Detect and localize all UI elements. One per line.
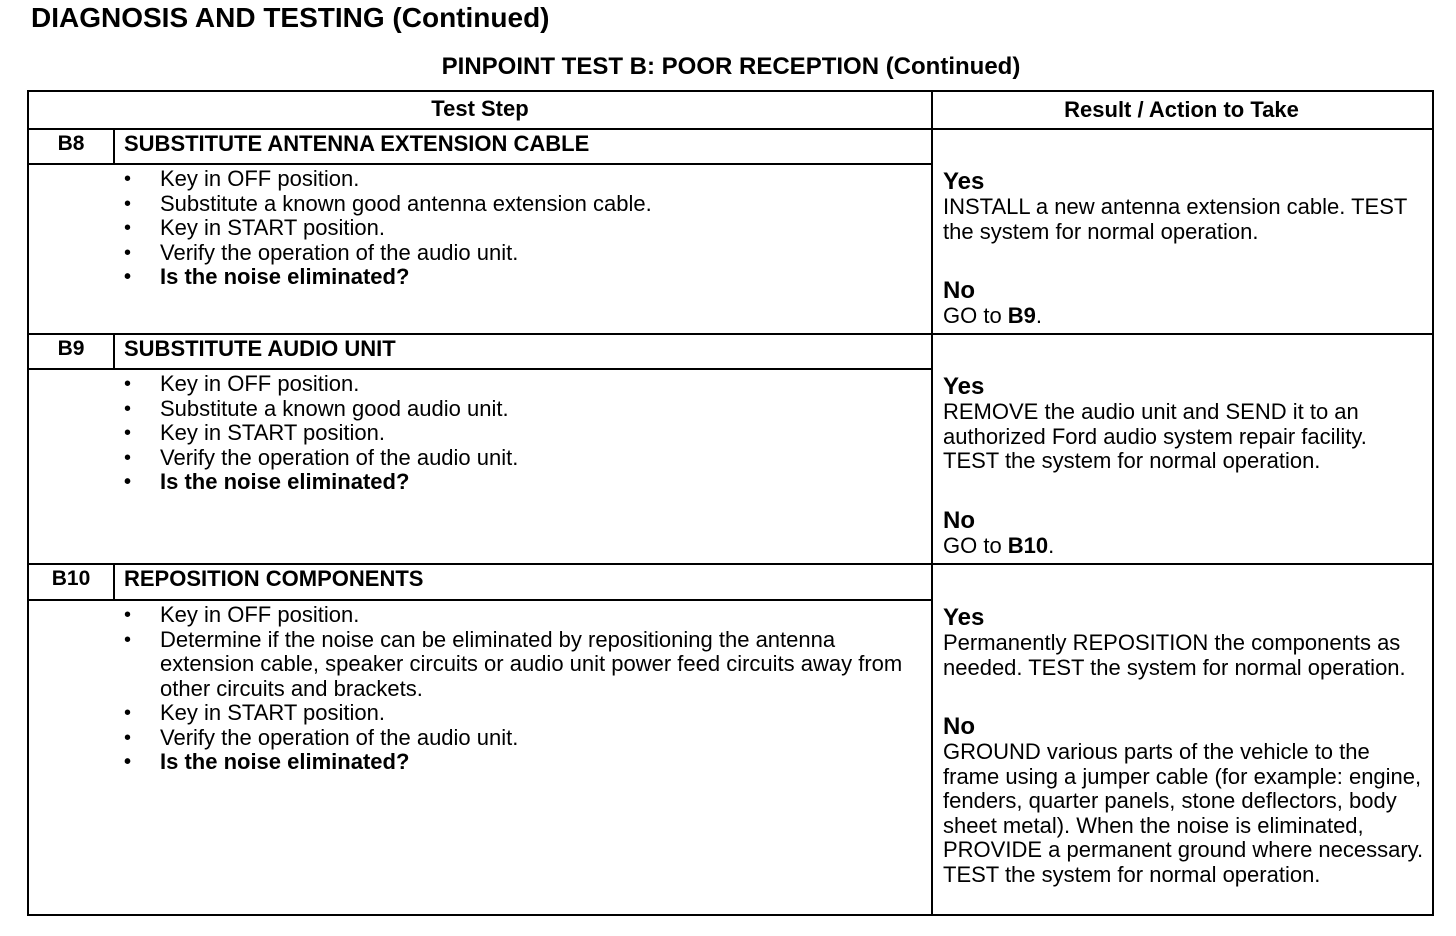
result-yes xyxy=(943,373,1427,474)
action-item: • Key in START position. xyxy=(120,216,910,241)
result-no xyxy=(943,507,1427,559)
action-question: • Is the noise eliminated? xyxy=(120,470,910,495)
action-question: • Is the noise eliminated? xyxy=(120,265,910,290)
step-id: B8 xyxy=(57,132,85,155)
yes-action-text: INSTALL a new antenna extension cable. TEST the system for normal operation. xyxy=(943,194,1407,244)
no-action-text: GO to B9. xyxy=(943,303,1043,328)
action-item: • Key in OFF position. xyxy=(120,372,910,397)
result-no xyxy=(943,277,1427,329)
b9-title-rule xyxy=(29,368,931,370)
step-title: SUBSTITUTE ANTENNA EXTENSION CABLE xyxy=(124,131,590,156)
yes-label: Yes xyxy=(943,604,985,631)
pinpoint-test-title: PINPOINT TEST B: POOR RECEPTION (Continued) xyxy=(441,53,1021,80)
header-test-step: Test Step xyxy=(431,96,529,121)
yes-label: Yes xyxy=(943,168,985,195)
step-id-divider-b10 xyxy=(113,565,115,601)
step-id: B10 xyxy=(51,567,91,590)
result-no xyxy=(943,713,1427,888)
step-actions-list xyxy=(120,372,910,495)
step-id-divider-b8 xyxy=(113,130,115,165)
action-item: • Key in OFF position. xyxy=(120,603,910,628)
step-title: REPOSITION COMPONENTS xyxy=(124,566,424,591)
step-title: SUBSTITUTE AUDIO UNIT xyxy=(124,336,396,361)
step-actions-list xyxy=(120,167,910,290)
action-item: • Determine if the noise can be eliminated by repositioning the antenna extension cable, speaker circuits or audio unit power feed circuits away from other circuits and brackets. xyxy=(120,628,910,702)
action-item: • Key in START position. xyxy=(120,421,910,446)
yes-label: Yes xyxy=(943,373,985,400)
yes-action-text: Permanently REPOSITION the components as needed. TEST the system for normal operation. xyxy=(943,630,1406,680)
action-item: • Substitute a known good audio unit. xyxy=(120,397,910,422)
action-item: • Substitute a known good antenna extension cable. xyxy=(120,192,910,217)
yes-action-text: REMOVE the audio unit and SEND it to an authorized Ford audio system repair facility. TEST the system for normal operation. xyxy=(943,399,1367,474)
action-item: • Key in OFF position. xyxy=(120,167,910,192)
result-yes xyxy=(943,168,1427,244)
result-yes xyxy=(943,604,1427,680)
action-item: • Verify the operation of the audio unit. xyxy=(120,241,910,266)
no-label: No xyxy=(943,507,975,534)
action-question: • Is the noise eliminated? xyxy=(120,750,910,775)
page-title: DIAGNOSIS AND TESTING (Continued) xyxy=(31,2,550,33)
no-action-text: GROUND various parts of the vehicle to the frame using a jumper cable (for example: engine, fenders, quarter panels, stone deflectors, body sheet metal). When the noise is eliminated, PROVIDE a permanent ground where necessary. TEST the system for normal operation. xyxy=(943,739,1424,887)
b10-title-rule xyxy=(29,599,931,601)
action-item: • Key in START position. xyxy=(120,701,910,726)
b8-title-rule xyxy=(29,163,931,165)
step-id: B9 xyxy=(57,337,85,360)
no-action-text: GO to B10. xyxy=(943,533,1055,558)
step-id-divider-b9 xyxy=(113,335,115,370)
action-item: • Verify the operation of the audio unit. xyxy=(120,446,910,471)
action-item: • Verify the operation of the audio unit. xyxy=(120,726,910,751)
step-actions-list xyxy=(120,603,910,775)
column-divider xyxy=(931,92,933,914)
header-result-action: Result / Action to Take xyxy=(1064,97,1299,122)
goto-step-ref: B10 xyxy=(1007,533,1049,558)
goto-step-ref: B9 xyxy=(1007,303,1036,328)
no-label: No xyxy=(943,713,975,740)
no-label: No xyxy=(943,277,975,304)
